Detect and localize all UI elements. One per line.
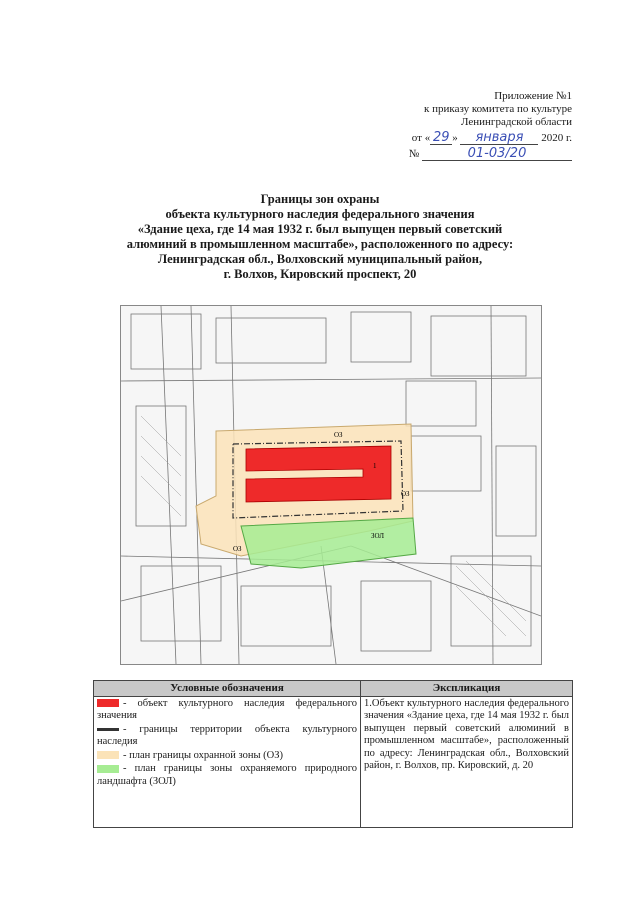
- header-committee: Ленинградской области: [461, 116, 572, 128]
- map-label-zol: ЗОЛ: [371, 532, 384, 540]
- title-line-4: алюминий в промышленном масштабе», расположенного по адресу:: [126, 237, 514, 251]
- legend-item-object: [97, 698, 357, 723]
- legend-body-row: [94, 696, 573, 827]
- document-title: [60, 192, 580, 282]
- map-label-object: 1: [373, 462, 377, 470]
- legend-header-row: [94, 681, 573, 697]
- header-number: [409, 147, 572, 161]
- legend-table: [93, 680, 573, 828]
- title-line-3: «Здание цеха, где 14 мая 1932 г. был выпущен первый советский: [137, 222, 503, 236]
- approval-header: [409, 90, 572, 161]
- title-line-6: г. Волхов, Кировский проспект, 20: [223, 267, 417, 281]
- date-year: 2020 г.: [541, 132, 572, 144]
- header-order: к приказу комитета по культуре: [424, 103, 572, 115]
- legend-item-oz: [97, 750, 357, 763]
- legend-item-boundary: [97, 724, 357, 749]
- header-date: [409, 131, 572, 145]
- legend-text-zol: - план границы зоны охраняемого природного ландшафта (ЗОЛ): [97, 763, 357, 787]
- date-mid: »: [452, 132, 458, 144]
- title-line-2: объекта культурного наследия федерального значения: [165, 207, 475, 221]
- number-value: 01-03/20: [422, 147, 572, 161]
- map-label-oz-top: ОЗ: [334, 431, 343, 439]
- date-day: 29: [430, 131, 452, 145]
- legend-explication-cell: 1.Объект культурного наследия федерального значения «Здание цеха, где 14 мая 1932 г. был выпущен первый советский алюминий в промышленном масштабе», расположенный по адресу: Ленинградская обл., Волховский район, г. Волхов, пр. Кировский, д. 20: [361, 696, 573, 827]
- legend-text-oz: - план границы охранной зоны (ОЗ): [123, 749, 283, 761]
- header-appendix: Приложение №1: [494, 90, 572, 102]
- date-prefix: от «: [411, 132, 431, 144]
- swatch-oz: [97, 751, 119, 759]
- swatch-zol: [97, 765, 119, 773]
- map-drawing: [121, 306, 541, 664]
- swatch-object: [97, 699, 119, 707]
- number-prefix: №: [408, 148, 420, 160]
- swatch-boundary: [97, 728, 119, 731]
- map-label-oz-right: ОЗ: [401, 490, 410, 498]
- date-month: января: [460, 131, 538, 145]
- title-line-5: Ленинградская обл., Волховский муниципальный район,: [157, 252, 483, 266]
- legend-header-explication: Экспликация: [361, 681, 573, 697]
- legend-header-symbols: Условные обозначения: [94, 681, 361, 697]
- title-line-1: Границы зон охраны: [260, 192, 380, 206]
- map-label-oz-left: ОЗ: [233, 545, 242, 553]
- zone-map: [120, 305, 542, 665]
- legend-item-zol: [97, 763, 357, 788]
- legend-text-boundary: - границы территории объекта культурного наследия: [97, 723, 357, 747]
- legend-symbols-cell: [94, 696, 361, 827]
- legend-text-object: - объект культурного наследия федерального значения: [97, 697, 357, 721]
